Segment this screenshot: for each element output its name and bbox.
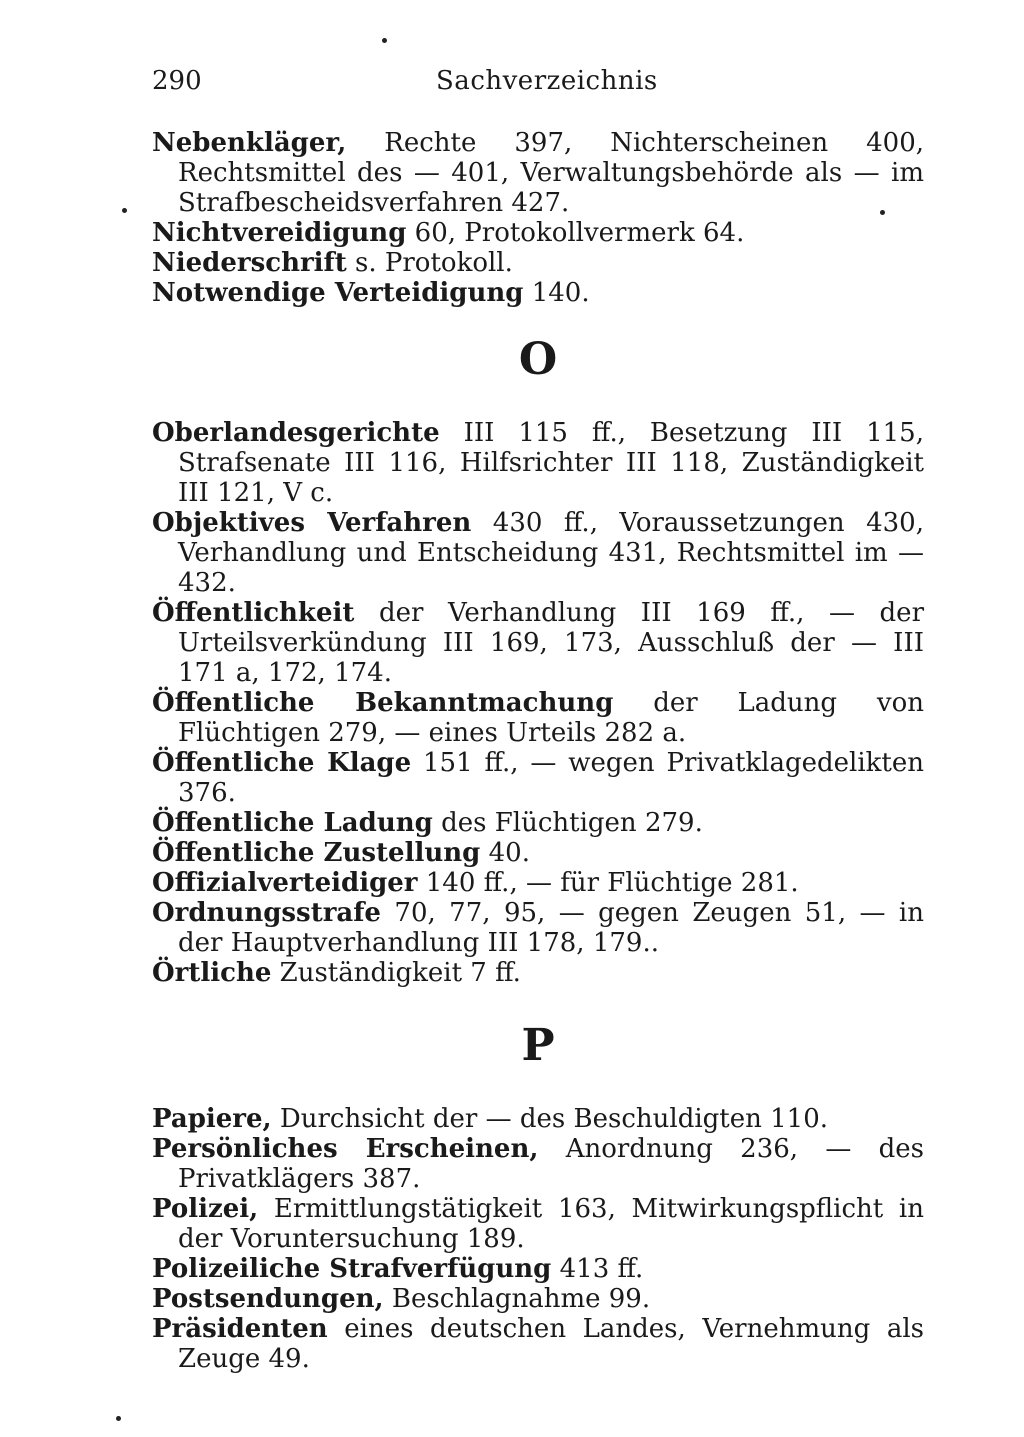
index-term: Präsidenten <box>152 1314 328 1344</box>
index-entry <box>152 688 924 748</box>
page-header <box>152 66 922 106</box>
index-term: Niederschrift <box>152 248 347 278</box>
index-references: 151 ff., — wegen Privatklagedelikten 376. <box>178 748 924 808</box>
index-entry <box>152 218 924 248</box>
index-term: Nebenkläger, <box>152 128 347 158</box>
index-entry <box>152 248 924 278</box>
index-entry <box>152 868 924 898</box>
index-term: Nichtvereidigung <box>152 218 407 248</box>
index-entry <box>152 508 924 598</box>
index-entry <box>152 1194 924 1254</box>
index-references: der Verhandlung III 169 ff., — der Urteilsverkündung III 169, 173, Ausschluß der — III 171 a, 172, 174. <box>178 598 924 688</box>
index-references: 140 ff., — für Flüchtige 281. <box>417 868 799 898</box>
index-entry <box>152 1134 924 1194</box>
index-references: Beschlagnahme 99. <box>383 1284 651 1314</box>
index-term: Öffentliche Bekanntmachung <box>152 688 614 718</box>
index-references: der Ladung von Flüchtigen 279, — eines Urteils 282 a. <box>178 688 924 748</box>
section-p-entries <box>152 1104 924 1374</box>
index-references: III 115 ff., Besetzung III 115, Strafsenate III 116, Hilfsrichter III 118, Zuständigkeit III 121, V c. <box>178 418 924 508</box>
index-entry <box>152 1104 924 1134</box>
index-references: eines deutschen Landes, Vernehmung als Zeuge 49. <box>178 1314 924 1374</box>
index-term: Objektives Verfahren <box>152 508 472 538</box>
index-references: 430 ff., Voraussetzungen 430, Verhandlung und Entscheidung 431, Rechtsmittel im — 432. <box>178 508 924 598</box>
page-number: 290 <box>152 66 202 96</box>
index-references: 60, Protokollvermerk 64. <box>406 218 745 248</box>
index-term: Örtliche <box>152 958 272 988</box>
index-term: Papiere, <box>152 1104 272 1134</box>
index-entry <box>152 748 924 808</box>
letter-heading-o: O <box>518 334 558 385</box>
index-term: Offizialverteidiger <box>152 868 418 898</box>
index-entry <box>152 1254 924 1284</box>
index-term: Oberlandesgerichte <box>152 418 440 448</box>
index-references: Anordnung 236, — des Privatklägers 387. <box>178 1134 924 1194</box>
index-entry <box>152 128 924 218</box>
index-term: Postsendungen, <box>152 1284 384 1314</box>
index-references: Durchsicht der — des Beschuldigten 110. <box>271 1104 829 1134</box>
index-references: 70, 77, 95, — gegen Zeugen 51, — in der Hauptverhandlung III 178, 179.. <box>178 898 924 958</box>
scan-speck <box>880 210 885 215</box>
index-term: Öffentliche Klage <box>152 748 412 778</box>
letter-heading-p: P <box>521 1020 555 1071</box>
index-entry <box>152 1284 924 1314</box>
index-references: s. Protokoll. <box>346 248 513 278</box>
index-term: Polizeiliche Strafverfügung <box>152 1254 552 1284</box>
index-entry <box>152 808 924 838</box>
index-term: Öffentliche Ladung <box>152 808 433 838</box>
index-term: Notwendige Verteidigung <box>152 278 524 308</box>
index-entry <box>152 418 924 508</box>
index-references: 413 ff. <box>551 1254 644 1284</box>
index-references: Zuständigkeit 7 ff. <box>271 958 521 988</box>
index-term: Öffentlichkeit <box>152 598 355 628</box>
index-references: Rechte 397, Nichterscheinen 400, Rechtsmittel des — 401, Verwaltungsbehörde als — im Strafbescheidsverfahren 427. <box>178 128 924 218</box>
section-n-entries <box>152 128 924 308</box>
index-entry <box>152 598 924 688</box>
index-references: 140. <box>523 278 590 308</box>
index-entry <box>152 278 924 308</box>
scan-speck <box>122 208 127 213</box>
index-entry <box>152 958 924 988</box>
index-entry <box>152 1314 924 1374</box>
index-references: Ermittlungstätigkeit 163, Mitwirkungspflicht in der Voruntersuchung 189. <box>178 1194 924 1254</box>
index-references: 40. <box>480 838 530 868</box>
scan-speck <box>382 38 387 43</box>
index-term: Polizei, <box>152 1194 259 1224</box>
index-body <box>152 128 924 1374</box>
section-o-entries <box>152 418 924 988</box>
index-term: Ordnungsstrafe <box>152 898 381 928</box>
index-references: des Flüchtigen 279. <box>432 808 703 838</box>
scan-speck <box>116 1416 121 1421</box>
index-entry <box>152 838 924 868</box>
index-entry <box>152 898 924 958</box>
index-term: Öffentliche Zustellung <box>152 838 481 868</box>
index-term: Persönliches Erscheinen, <box>152 1134 539 1164</box>
running-title: Sachverzeichnis <box>436 66 658 96</box>
